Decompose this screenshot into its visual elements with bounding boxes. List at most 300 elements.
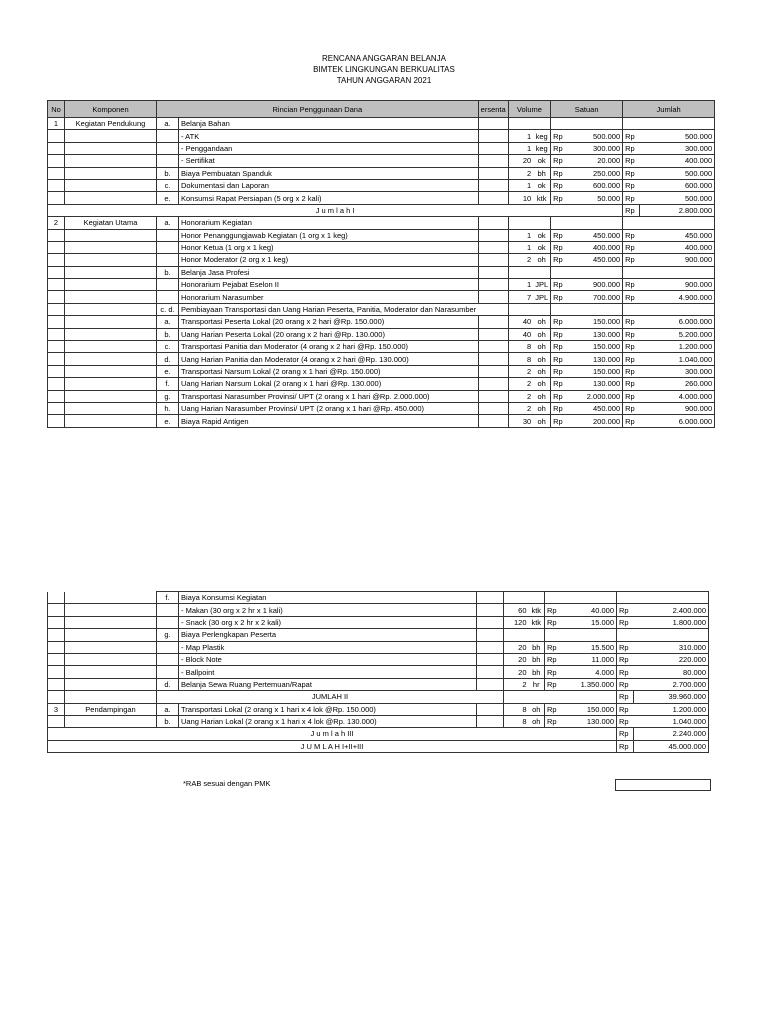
komponen-cell	[65, 254, 157, 266]
volume-value	[508, 118, 533, 130]
volume-value: 8	[508, 341, 533, 353]
table-row	[48, 415, 715, 427]
currency-label: Rp	[551, 167, 568, 179]
persentase-cell	[477, 666, 504, 678]
item-description: Biaya Rapid Antigen	[179, 415, 479, 427]
volume-unit: JPL	[533, 279, 550, 291]
volume-value: 1	[508, 142, 533, 154]
volume-value: 120	[504, 616, 529, 628]
volume-unit: oh	[533, 402, 550, 414]
unit-price: 2.000.000	[568, 390, 623, 402]
komponen-cell	[65, 192, 157, 204]
komponen-cell	[65, 691, 157, 703]
table-row	[48, 715, 709, 727]
table-row	[48, 616, 709, 628]
table-row	[48, 691, 709, 703]
persentase-cell	[478, 402, 508, 414]
komponen-cell	[65, 365, 157, 377]
row-number	[48, 629, 65, 641]
unit-price: 250.000	[568, 167, 623, 179]
no-cell	[48, 691, 65, 703]
currency-label: Rp	[551, 378, 568, 390]
currency-label	[545, 629, 562, 641]
item-description: - Penggandaan	[179, 142, 479, 154]
item-code: e.	[157, 365, 179, 377]
line-amount: 1.200.000	[640, 341, 715, 353]
persentase-cell	[478, 341, 508, 353]
line-amount: 500.000	[640, 167, 715, 179]
table-row	[48, 592, 709, 604]
komponen-cell: Pendampingan	[65, 703, 157, 715]
row-number	[48, 616, 65, 628]
komponen-cell	[65, 341, 157, 353]
table-row	[48, 629, 709, 641]
komponen-cell	[65, 616, 157, 628]
item-description: - Ballpoint	[179, 666, 477, 678]
currency-label: Rp	[545, 604, 562, 616]
item-code: a.	[157, 703, 179, 715]
volume-unit: ktk	[529, 604, 545, 616]
item-description: Transportasi Narasumber Provinsi/ UPT (2 orang x 1 hari @Rp. 2.000.000)	[179, 390, 479, 402]
currency-label: Rp	[623, 415, 640, 427]
item-code: d.	[157, 353, 179, 365]
item-code: d.	[157, 678, 179, 690]
currency-label	[551, 118, 568, 130]
table-row	[48, 390, 715, 402]
item-code	[157, 291, 179, 303]
volume-value: 1	[508, 179, 533, 191]
header-komponen: Komponen	[65, 101, 157, 118]
volume-unit	[529, 592, 545, 604]
currency-label: Rp	[623, 254, 640, 266]
persentase-cell	[478, 167, 508, 179]
unit-price: 150.000	[562, 703, 617, 715]
persentase-cell	[477, 629, 504, 641]
item-code	[157, 653, 179, 665]
unit-price: 600.000	[568, 179, 623, 191]
table-row	[48, 291, 715, 303]
currency-label	[623, 303, 640, 315]
subtotal-amount: 2.800.000	[640, 204, 715, 216]
persentase-cell	[478, 279, 508, 291]
item-code	[157, 130, 179, 142]
item-code	[157, 142, 179, 154]
doc-title: RENCANA ANGGARAN BELANJA	[321, 54, 447, 63]
currency-label: Rp	[623, 130, 640, 142]
item-code: c. d.	[157, 303, 179, 315]
volume-unit: oh	[533, 390, 550, 402]
currency-label: Rp	[551, 390, 568, 402]
volume-value: 40	[508, 328, 533, 340]
item-code	[157, 241, 179, 253]
table-row	[48, 204, 715, 216]
volume-unit: oh	[533, 415, 550, 427]
currency-label	[623, 266, 640, 278]
unit-price: 130.000	[568, 353, 623, 365]
komponen-cell	[65, 303, 157, 315]
row-number	[48, 142, 65, 154]
item-code: h.	[157, 402, 179, 414]
budget-table-part2	[47, 591, 709, 753]
volume-unit: ok	[533, 155, 550, 167]
persentase-cell	[477, 641, 504, 653]
header-persentase: ersenta	[478, 101, 508, 118]
line-amount: 6.000.000	[640, 316, 715, 328]
row-number	[48, 279, 65, 291]
item-description: - Map Plastik	[179, 641, 477, 653]
currency-label: Rp	[551, 353, 568, 365]
row-number: 3	[48, 703, 65, 715]
table-row	[48, 378, 715, 390]
currency-label: Rp	[551, 155, 568, 167]
komponen-cell	[65, 390, 157, 402]
currency-label: Rp	[617, 691, 634, 703]
volume-value: 1	[508, 130, 533, 142]
item-description: Belanja Jasa Profesi	[179, 266, 479, 278]
persentase-cell	[477, 653, 504, 665]
row-number	[48, 316, 65, 328]
currency-label: Rp	[617, 641, 634, 653]
currency-label: Rp	[623, 390, 640, 402]
currency-label	[617, 592, 634, 604]
currency-label: Rp	[545, 678, 562, 690]
unit-price: 700.000	[568, 291, 623, 303]
line-amount: 500.000	[640, 130, 715, 142]
doc-subtitle: BIMTEK LINGKUNGAN BERKUALITAS	[313, 65, 455, 74]
line-amount	[634, 592, 709, 604]
table-row	[48, 365, 715, 377]
volume-unit: bh	[533, 167, 550, 179]
volume-value: 10	[508, 192, 533, 204]
item-description: - Sertifikat	[179, 155, 479, 167]
currency-label: Rp	[617, 728, 634, 740]
komponen-cell	[65, 715, 157, 727]
komponen-cell	[65, 678, 157, 690]
line-amount	[640, 118, 715, 130]
persentase-cell	[478, 390, 508, 402]
unit-price: 40.000	[562, 604, 617, 616]
row-number	[48, 604, 65, 616]
line-amount: 300.000	[640, 142, 715, 154]
persentase-cell	[478, 415, 508, 427]
item-code: g.	[157, 390, 179, 402]
persentase-cell	[478, 118, 508, 130]
komponen-cell	[65, 316, 157, 328]
volume-unit: ok	[533, 229, 550, 241]
volume-value: 7	[508, 291, 533, 303]
unit-price: 150.000	[568, 341, 623, 353]
grand-total-amount: 45.000.000	[634, 740, 709, 752]
header-jumlah: Jumlah	[623, 101, 715, 118]
komponen-cell	[65, 641, 157, 653]
item-description: - Snack (30 org x 2 hr x 2 kali)	[179, 616, 477, 628]
currency-label: Rp	[623, 179, 640, 191]
unit-price: 450.000	[568, 229, 623, 241]
persentase-cell	[478, 365, 508, 377]
subtotal-amount: 2.240.000	[634, 728, 709, 740]
currency-label: Rp	[545, 666, 562, 678]
unit-price: 15.000	[562, 616, 617, 628]
currency-label: Rp	[551, 316, 568, 328]
line-amount: 1.040.000	[640, 353, 715, 365]
volume-value	[504, 592, 529, 604]
currency-label: Rp	[545, 703, 562, 715]
table-row	[48, 130, 715, 142]
row-number	[48, 415, 65, 427]
row-number	[48, 353, 65, 365]
persentase-cell	[478, 179, 508, 191]
komponen-cell	[65, 604, 157, 616]
persentase-cell	[478, 328, 508, 340]
unit-price: 200.000	[568, 415, 623, 427]
volume-unit: hr	[529, 678, 545, 690]
budget-table-part1	[47, 100, 715, 428]
unit-price	[568, 118, 623, 130]
currency-label: Rp	[551, 229, 568, 241]
row-number	[48, 365, 65, 377]
row-number	[48, 192, 65, 204]
volume-unit	[529, 629, 545, 641]
line-amount: 220.000	[634, 653, 709, 665]
unit-price: 500.000	[568, 130, 623, 142]
line-amount: 450.000	[640, 229, 715, 241]
volume-unit: keg	[533, 130, 550, 142]
komponen-cell	[65, 328, 157, 340]
line-amount: 260.000	[640, 378, 715, 390]
item-description: Uang Harian Narasumber Provinsi/ UPT (2 orang x 1 hari @Rp. 450.000)	[179, 402, 479, 414]
table-row	[48, 254, 715, 266]
table-header-row	[48, 101, 715, 118]
currency-label: Rp	[551, 415, 568, 427]
unit-price: 130.000	[568, 328, 623, 340]
volume-unit: bh	[529, 666, 545, 678]
table-row	[48, 217, 715, 229]
item-code	[157, 279, 179, 291]
currency-label: Rp	[617, 616, 634, 628]
persentase-cell	[477, 678, 504, 690]
table-row	[48, 666, 709, 678]
item-code	[157, 616, 179, 628]
unit-price: 1.350.000	[562, 678, 617, 690]
currency-label: Rp	[617, 678, 634, 690]
currency-label: Rp	[551, 402, 568, 414]
unit-price	[568, 217, 623, 229]
line-amount: 2.400.000	[634, 604, 709, 616]
persentase-cell	[478, 130, 508, 142]
doc-year: TAHUN ANGGARAN 2021	[336, 76, 432, 85]
volume-value: 2	[508, 365, 533, 377]
item-description: Biaya Pembuatan Spanduk	[179, 167, 479, 179]
line-amount	[640, 266, 715, 278]
volume-value: 2	[508, 378, 533, 390]
item-description: Transportasi Peserta Lokal (20 orang x 2 hari @Rp. 150.000)	[179, 316, 479, 328]
unit-price: 4.000	[562, 666, 617, 678]
row-number	[48, 341, 65, 353]
volume-unit	[533, 118, 550, 130]
row-number: 2	[48, 217, 65, 229]
unit-price: 450.000	[568, 402, 623, 414]
item-code: b.	[157, 715, 179, 727]
currency-label: Rp	[623, 328, 640, 340]
volume-value: 8	[508, 353, 533, 365]
komponen-cell	[65, 241, 157, 253]
item-code: b.	[157, 266, 179, 278]
item-code: c.	[157, 179, 179, 191]
volume-value: 20	[508, 155, 533, 167]
item-code	[157, 666, 179, 678]
volume-unit: JPL	[533, 291, 550, 303]
table-row	[48, 279, 715, 291]
item-code: e.	[157, 415, 179, 427]
table-row	[48, 653, 709, 665]
currency-label: Rp	[623, 192, 640, 204]
table-row	[48, 303, 715, 315]
komponen-cell	[65, 402, 157, 414]
unit-price: 20.000	[568, 155, 623, 167]
unit-price: 11.000	[562, 653, 617, 665]
volume-unit: oh	[533, 254, 550, 266]
volume-unit: oh	[533, 365, 550, 377]
item-code: e.	[157, 192, 179, 204]
unit-price: 130.000	[562, 715, 617, 727]
row-number	[48, 390, 65, 402]
persentase-cell	[477, 592, 504, 604]
row-number	[48, 291, 65, 303]
persentase-cell	[477, 703, 504, 715]
volume-value	[508, 303, 533, 315]
currency-label: Rp	[617, 715, 634, 727]
unit-price	[568, 303, 623, 315]
row-number	[48, 266, 65, 278]
volume-value: 40	[508, 316, 533, 328]
unit-price: 300.000	[568, 142, 623, 154]
volume-unit: bh	[529, 653, 545, 665]
line-amount: 4.900.000	[640, 291, 715, 303]
table-row	[48, 192, 715, 204]
persentase-cell	[478, 254, 508, 266]
item-description: Konsumsi Rapat Persiapan (5 org x 2 kali)	[179, 192, 479, 204]
subtotal-label: J u m l a h III	[48, 728, 617, 740]
table-row	[48, 328, 715, 340]
row-number	[48, 179, 65, 191]
volume-unit: ok	[533, 241, 550, 253]
unit-price: 400.000	[568, 241, 623, 253]
volume-value: 2	[508, 402, 533, 414]
persentase-cell	[478, 142, 508, 154]
line-amount: 4.000.000	[640, 390, 715, 402]
table-row	[48, 641, 709, 653]
row-number	[48, 155, 65, 167]
row-number	[48, 254, 65, 266]
volume-unit: keg	[533, 142, 550, 154]
currency-label: Rp	[617, 666, 634, 678]
currency-label: Rp	[551, 341, 568, 353]
item-description: Honor Penanggungjawab Kegiatan (1 org x 1 keg)	[179, 229, 479, 241]
line-amount: 300.000	[640, 365, 715, 377]
unit-price: 15.500	[562, 641, 617, 653]
line-amount: 1.200.000	[634, 703, 709, 715]
unit-price	[568, 266, 623, 278]
line-amount: 5.200.000	[640, 328, 715, 340]
komponen-cell	[65, 653, 157, 665]
unit-price	[562, 592, 617, 604]
persentase-cell	[478, 155, 508, 167]
currency-label: Rp	[623, 365, 640, 377]
item-description: - Makan (30 org x 2 hr x 1 kali)	[179, 604, 477, 616]
table-row	[48, 740, 709, 752]
table-row	[48, 118, 715, 130]
line-amount: 600.000	[640, 179, 715, 191]
table-row	[48, 179, 715, 191]
item-code: b.	[157, 167, 179, 179]
table-row	[48, 341, 715, 353]
line-amount	[640, 303, 715, 315]
table-row	[48, 167, 715, 179]
row-number	[48, 641, 65, 653]
unit-price: 150.000	[568, 365, 623, 377]
line-amount: 2.700.000	[634, 678, 709, 690]
currency-label: Rp	[617, 604, 634, 616]
currency-label	[623, 217, 640, 229]
persentase-cell	[478, 192, 508, 204]
row-number	[48, 303, 65, 315]
row-number	[48, 666, 65, 678]
item-description: Biaya Konsumsi Kegiatan	[179, 592, 477, 604]
table-row	[48, 678, 709, 690]
line-amount: 310.000	[634, 641, 709, 653]
unit-price: 150.000	[568, 316, 623, 328]
unit-price: 130.000	[568, 378, 623, 390]
volume-unit: ktk	[533, 192, 550, 204]
currency-label: Rp	[551, 241, 568, 253]
currency-label: Rp	[623, 167, 640, 179]
item-code: a.	[157, 217, 179, 229]
currency-label: Rp	[551, 291, 568, 303]
persentase-cell	[477, 604, 504, 616]
line-amount: 6.000.000	[640, 415, 715, 427]
footnote: *RAB sesuai dengan PMK	[183, 779, 271, 788]
volume-unit	[533, 217, 550, 229]
komponen-cell	[65, 229, 157, 241]
item-code: g.	[157, 629, 179, 641]
line-amount: 900.000	[640, 254, 715, 266]
line-amount: 400.000	[640, 241, 715, 253]
line-amount	[640, 217, 715, 229]
item-description: Biaya Perlengkapan Peserta	[179, 629, 477, 641]
item-code: b.	[157, 328, 179, 340]
currency-label: Rp	[545, 641, 562, 653]
item-description: Honorarium Pejabat Eselon II	[179, 279, 479, 291]
volume-value: 8	[504, 703, 529, 715]
row-number	[48, 241, 65, 253]
komponen-cell	[65, 415, 157, 427]
komponen-cell	[65, 353, 157, 365]
subtotal-amount: 39.960.000	[634, 691, 709, 703]
item-description: Dokumentasi dan Laporan	[179, 179, 479, 191]
volume-unit: oh	[533, 316, 550, 328]
table-row	[48, 142, 715, 154]
persentase-cell	[478, 291, 508, 303]
table-row	[48, 155, 715, 167]
row-number	[48, 402, 65, 414]
table-row	[48, 402, 715, 414]
currency-label	[617, 629, 634, 641]
volume-value: 20	[504, 666, 529, 678]
item-description: Uang Harian Lokal (2 orang x 1 hari x 4 lok @Rp. 130.000)	[179, 715, 477, 727]
row-number	[48, 378, 65, 390]
line-amount: 80.000	[634, 666, 709, 678]
currency-label	[623, 118, 640, 130]
